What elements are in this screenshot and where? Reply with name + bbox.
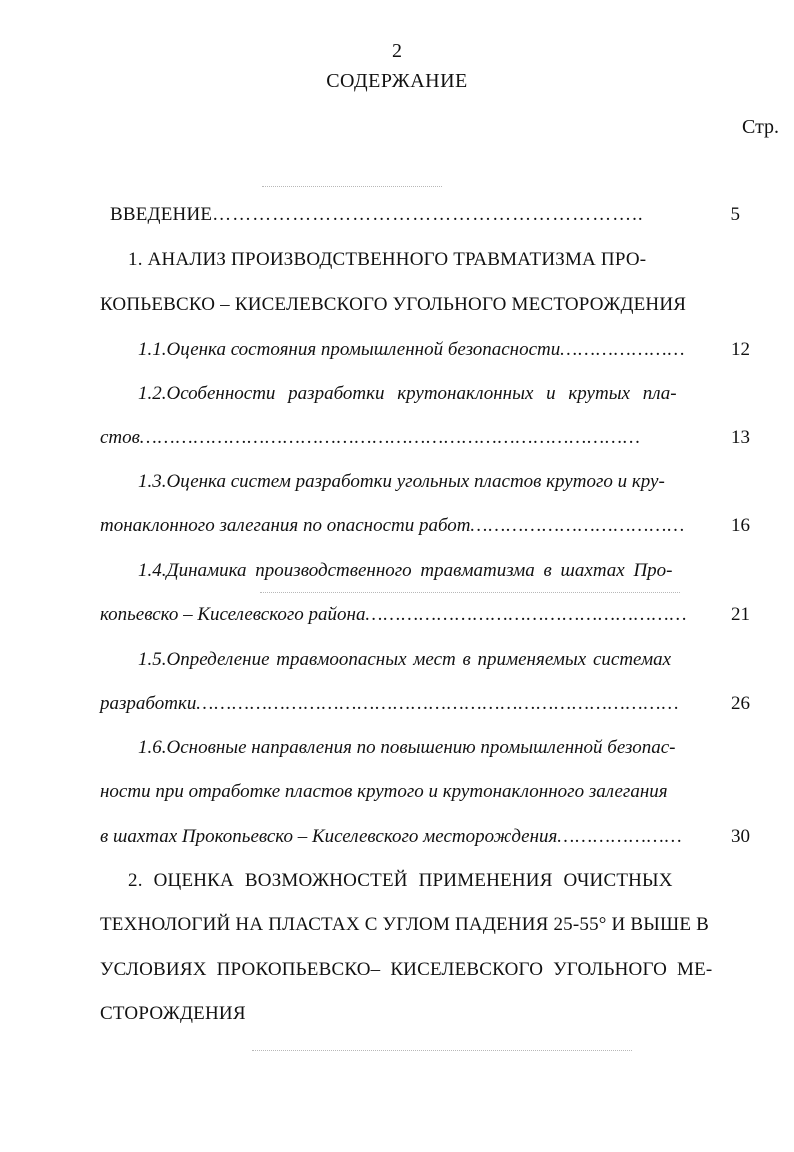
toc-entry-1-5-line2 bbox=[100, 693, 679, 715]
toc-entry-title: 1.1.Оценка состояния промышленной безопасности bbox=[138, 339, 561, 360]
toc-entry-title: копьевско – Киселевского района bbox=[100, 604, 366, 625]
toc-chapter-1-line2: КОПЬЕВСКО – КИСЕЛЕВСКОГО УГОЛЬНОГО МЕСТОРОЖДЕНИЯ bbox=[100, 294, 687, 315]
toc-entry-title: в шахтах Прокопьевско – Киселевского месторождения bbox=[100, 826, 558, 847]
toc-leader-dots: ……………………………………………………….. bbox=[212, 204, 644, 225]
toc-chapter-2-line4: СТОРОЖДЕНИЯ bbox=[100, 1003, 246, 1024]
toc-entry-1-4-line1: 1.4.Динамика производственного травматизма в шахтах Про- bbox=[138, 560, 673, 581]
toc-page-number: 26 bbox=[731, 693, 750, 714]
toc-page-number: 30 bbox=[731, 826, 750, 847]
toc-page-number: 21 bbox=[731, 604, 750, 625]
toc-leader-dots: ………………………………………………………………………… bbox=[139, 427, 641, 448]
toc-entry-1-6-line1: 1.6.Основные направления по повышению промышленной безопас- bbox=[138, 737, 676, 758]
toc-page-number: 5 bbox=[730, 204, 740, 225]
toc-entry-intro bbox=[110, 204, 644, 226]
scan-noise bbox=[252, 1050, 632, 1055]
toc-leader-dots: ………………… bbox=[560, 339, 686, 360]
toc-leader-dots: ……………………………………………………………………… bbox=[196, 693, 680, 714]
toc-entry-1-1 bbox=[138, 339, 686, 361]
toc-entry-1-6-line3 bbox=[100, 826, 683, 848]
toc-entry-1-6-line2: ности при отработке пластов крутого и крутонаклонного залегания bbox=[100, 781, 668, 802]
toc-chapter-2-line1: 2. ОЦЕНКА ВОЗМОЖНОСТЕЙ ПРИМЕНЕНИЯ ОЧИСТНЫХ bbox=[128, 870, 673, 891]
page-number: 2 bbox=[392, 40, 402, 62]
toc-entry-1-2-line1: 1.2.Особенности разработки крутонаклонных и крутых пла- bbox=[138, 383, 677, 404]
scan-noise bbox=[262, 186, 442, 191]
toc-entry-1-3-line1: 1.3.Оценка систем разработки угольных пластов крутого и кру- bbox=[138, 471, 665, 492]
chapter-1-heading: 1. АНАЛИЗ ПРОИЗВОДСТВЕННОГО ТРАВМАТИЗМА ПРО- bbox=[128, 249, 647, 270]
toc-entry-1-5-line1: 1.5.Определение травмоопасных мест в применяемых системах bbox=[138, 649, 672, 670]
toc-entry-1-4-line2 bbox=[100, 604, 688, 626]
toc-entry-title: тонаклонного залегания по опасности работ bbox=[100, 515, 471, 536]
toc-entry-title: разработки bbox=[100, 693, 197, 714]
toc-leader-dots: ……………………………… bbox=[470, 515, 686, 536]
toc-entry-1-3-line2 bbox=[100, 515, 685, 537]
toc-entry-title: ВВЕДЕНИЕ bbox=[110, 204, 213, 225]
scan-noise bbox=[260, 592, 680, 597]
toc-entry-title: стов bbox=[100, 427, 140, 448]
pages-column-label: Стр. bbox=[742, 116, 780, 138]
toc-chapter-1-line1 bbox=[128, 249, 696, 271]
toc-page-number: 12 bbox=[731, 339, 750, 360]
toc-page-number: 16 bbox=[731, 515, 750, 536]
page-title: СОДЕРЖАНИЕ bbox=[326, 70, 468, 92]
toc-chapter-2-line3: УСЛОВИЯХ ПРОКОПЬЕВСКО– КИСЕЛЕВСКОГО УГОЛЬНОГО МЕ- bbox=[100, 959, 713, 980]
toc-leader-dots: ………………… bbox=[557, 826, 683, 847]
toc-chapter-2-line2: ТЕХНОЛОГИЙ НА ПЛАСТАХ С УГЛОМ ПАДЕНИЯ 25-55° И ВЫШЕ В bbox=[100, 914, 710, 935]
toc-entry-1-2-line2 bbox=[100, 427, 641, 449]
toc-leader-dots: ……………………………………………… bbox=[365, 604, 688, 625]
toc-page-number: 13 bbox=[731, 427, 750, 448]
